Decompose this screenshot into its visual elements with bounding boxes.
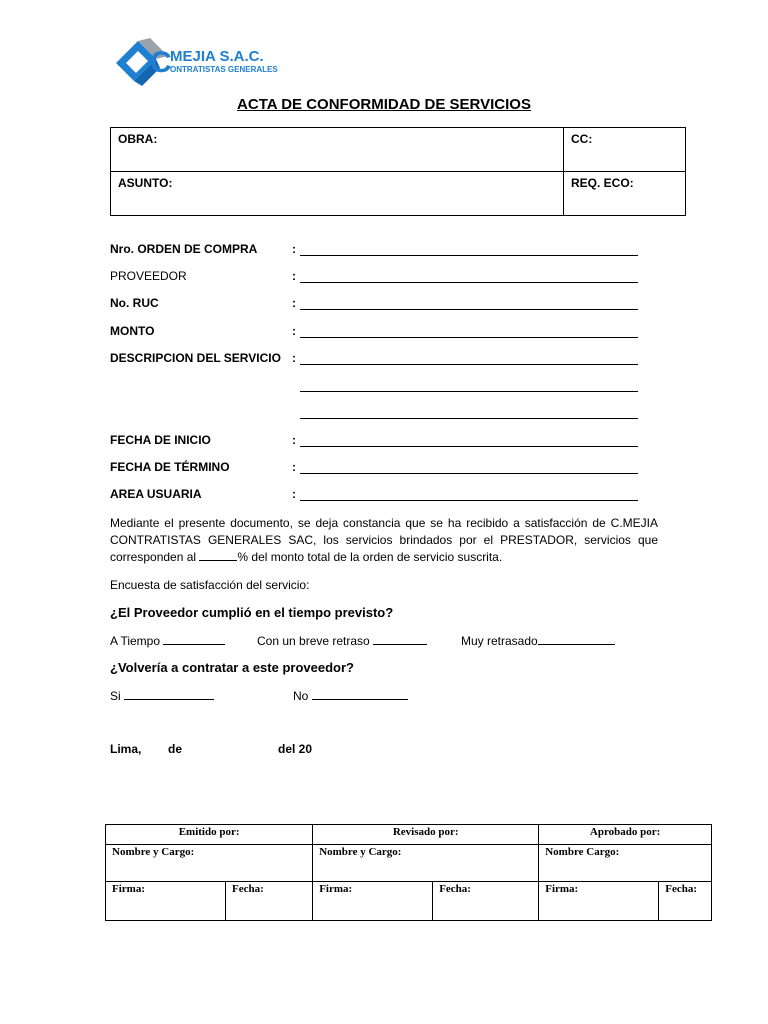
- nombre-cargo-label: Nombre Cargo:: [545, 846, 620, 858]
- field-label-fecha-termino: FECHA DE TÉRMINO: [110, 460, 230, 474]
- aprobado-fecha-cell[interactable]: [659, 882, 712, 921]
- survey-intro: Encuesta de satisfacción del servicio:: [110, 578, 310, 592]
- option-no-label: No: [293, 689, 309, 703]
- cc-cell[interactable]: [564, 128, 686, 172]
- cc-label: CC:: [571, 132, 593, 146]
- date-lima: Lima,: [110, 742, 142, 756]
- field-line-fecha-termino[interactable]: [300, 473, 638, 474]
- paragraph-text-1: Mediante el presente documento, se deja constancia que se ha recibido a satisfacción de C.MEJIA CONTRATISTAS GENERALES SAC, los servicios brindados por el PRESTADOR, servicios que corresponden al: [110, 516, 658, 564]
- field-label-monto: MONTO: [110, 324, 155, 338]
- req-eco-cell[interactable]: [564, 172, 686, 216]
- signature-table: [105, 824, 712, 921]
- field-line-orden-compra[interactable]: [300, 255, 638, 256]
- asunto-cell[interactable]: [111, 172, 564, 216]
- company-logo: [116, 38, 278, 88]
- field-colon: :: [292, 269, 296, 283]
- field-colon: :: [292, 351, 296, 365]
- option-si[interactable]: [110, 688, 214, 703]
- emitido-header: Emitido por:: [106, 825, 313, 845]
- document-title: ACTA DE CONFORMIDAD DE SERVICIOS: [237, 96, 531, 113]
- conformity-paragraph: [110, 515, 658, 566]
- aprobado-nombre-cell[interactable]: [539, 845, 712, 882]
- option-a-tiempo[interactable]: [110, 633, 225, 648]
- nombre-cargo-label: Nombre y Cargo:: [112, 846, 195, 858]
- emitido-fecha-cell[interactable]: [226, 882, 313, 921]
- field-line-proveedor[interactable]: [300, 282, 638, 283]
- obra-label: OBRA:: [118, 132, 158, 146]
- logo-initial: C: [150, 46, 172, 79]
- header-table: [110, 127, 686, 216]
- fecha-label: Fecha:: [232, 883, 264, 895]
- revisado-nombre-cell[interactable]: [313, 845, 539, 882]
- field-line-descripcion-1[interactable]: [300, 364, 638, 365]
- field-line-descripcion-3[interactable]: [300, 418, 638, 419]
- fecha-label: Fecha:: [665, 883, 697, 895]
- option-no[interactable]: [293, 688, 408, 703]
- field-label-fecha-inicio: FECHA DE INICIO: [110, 433, 211, 447]
- option-si-label: Si: [110, 689, 121, 703]
- field-colon: :: [292, 324, 296, 338]
- field-colon: :: [292, 487, 296, 501]
- option-muy-retrasado-blank[interactable]: [538, 633, 615, 645]
- field-line-descripcion-2[interactable]: [300, 391, 638, 392]
- logo-graphic: [116, 38, 278, 88]
- field-line-area-usuaria[interactable]: [300, 500, 638, 501]
- field-label-area-usuaria: AREA USUARIA: [110, 487, 202, 501]
- survey-question-1: ¿El Proveedor cumplió en el tiempo previsto?: [110, 605, 394, 620]
- field-label-proveedor: PROVEEDOR: [110, 269, 187, 283]
- firma-label: Firma:: [319, 883, 353, 895]
- revisado-firma-cell[interactable]: [313, 882, 433, 921]
- field-label-descripcion: DESCRIPCION DEL SERVICIO: [110, 351, 281, 365]
- req-eco-label: REQ. ECO:: [571, 176, 634, 190]
- fecha-label: Fecha:: [439, 883, 471, 895]
- survey-question-2: ¿Volvería a contratar a este proveedor?: [110, 660, 354, 675]
- field-label-orden-compra: Nro. ORDEN DE COMPRA: [110, 242, 258, 256]
- obra-cell[interactable]: [111, 128, 564, 172]
- field-line-monto[interactable]: [300, 337, 638, 338]
- firma-label: Firma:: [112, 883, 145, 895]
- aprobado-header: Aprobado por:: [539, 825, 712, 845]
- option-breve-retraso[interactable]: [257, 633, 427, 648]
- date-del: del 20: [278, 742, 313, 756]
- emitido-nombre-cell[interactable]: [106, 845, 313, 882]
- option-a-tiempo-label: A Tiempo: [110, 634, 161, 648]
- logo-company-name: MEJIA S.A.C.: [170, 48, 264, 65]
- date-de: de: [168, 742, 183, 756]
- option-muy-retrasado[interactable]: [461, 633, 615, 648]
- field-label-ruc: No. RUC: [110, 296, 159, 310]
- revisado-fecha-cell[interactable]: [433, 882, 539, 921]
- field-line-ruc[interactable]: [300, 309, 638, 310]
- option-no-blank[interactable]: [312, 688, 408, 700]
- revisado-header: Revisado por:: [313, 825, 539, 845]
- logo-subtitle: ONTRATISTAS GENERALES: [170, 65, 278, 74]
- asunto-label: ASUNTO:: [118, 176, 173, 190]
- field-line-fecha-inicio[interactable]: [300, 446, 638, 447]
- option-breve-retraso-blank[interactable]: [373, 633, 427, 645]
- option-muy-retrasado-label: Muy retrasado: [461, 634, 538, 648]
- field-colon: :: [292, 296, 296, 310]
- option-breve-retraso-label: Con un breve retraso: [257, 634, 370, 648]
- percent-blank[interactable]: [199, 549, 237, 561]
- paragraph-text-2: % del monto total de la orden de servicio suscrita.: [237, 550, 503, 564]
- aprobado-firma-cell[interactable]: [539, 882, 659, 921]
- field-colon: :: [292, 242, 296, 256]
- field-colon: :: [292, 433, 296, 447]
- emitido-firma-cell[interactable]: [106, 882, 226, 921]
- option-a-tiempo-blank[interactable]: [163, 633, 225, 645]
- firma-label: Firma:: [545, 883, 579, 895]
- option-si-blank[interactable]: [124, 688, 214, 700]
- field-colon: :: [292, 460, 296, 474]
- nombre-cargo-label: Nombre y Cargo:: [319, 846, 402, 858]
